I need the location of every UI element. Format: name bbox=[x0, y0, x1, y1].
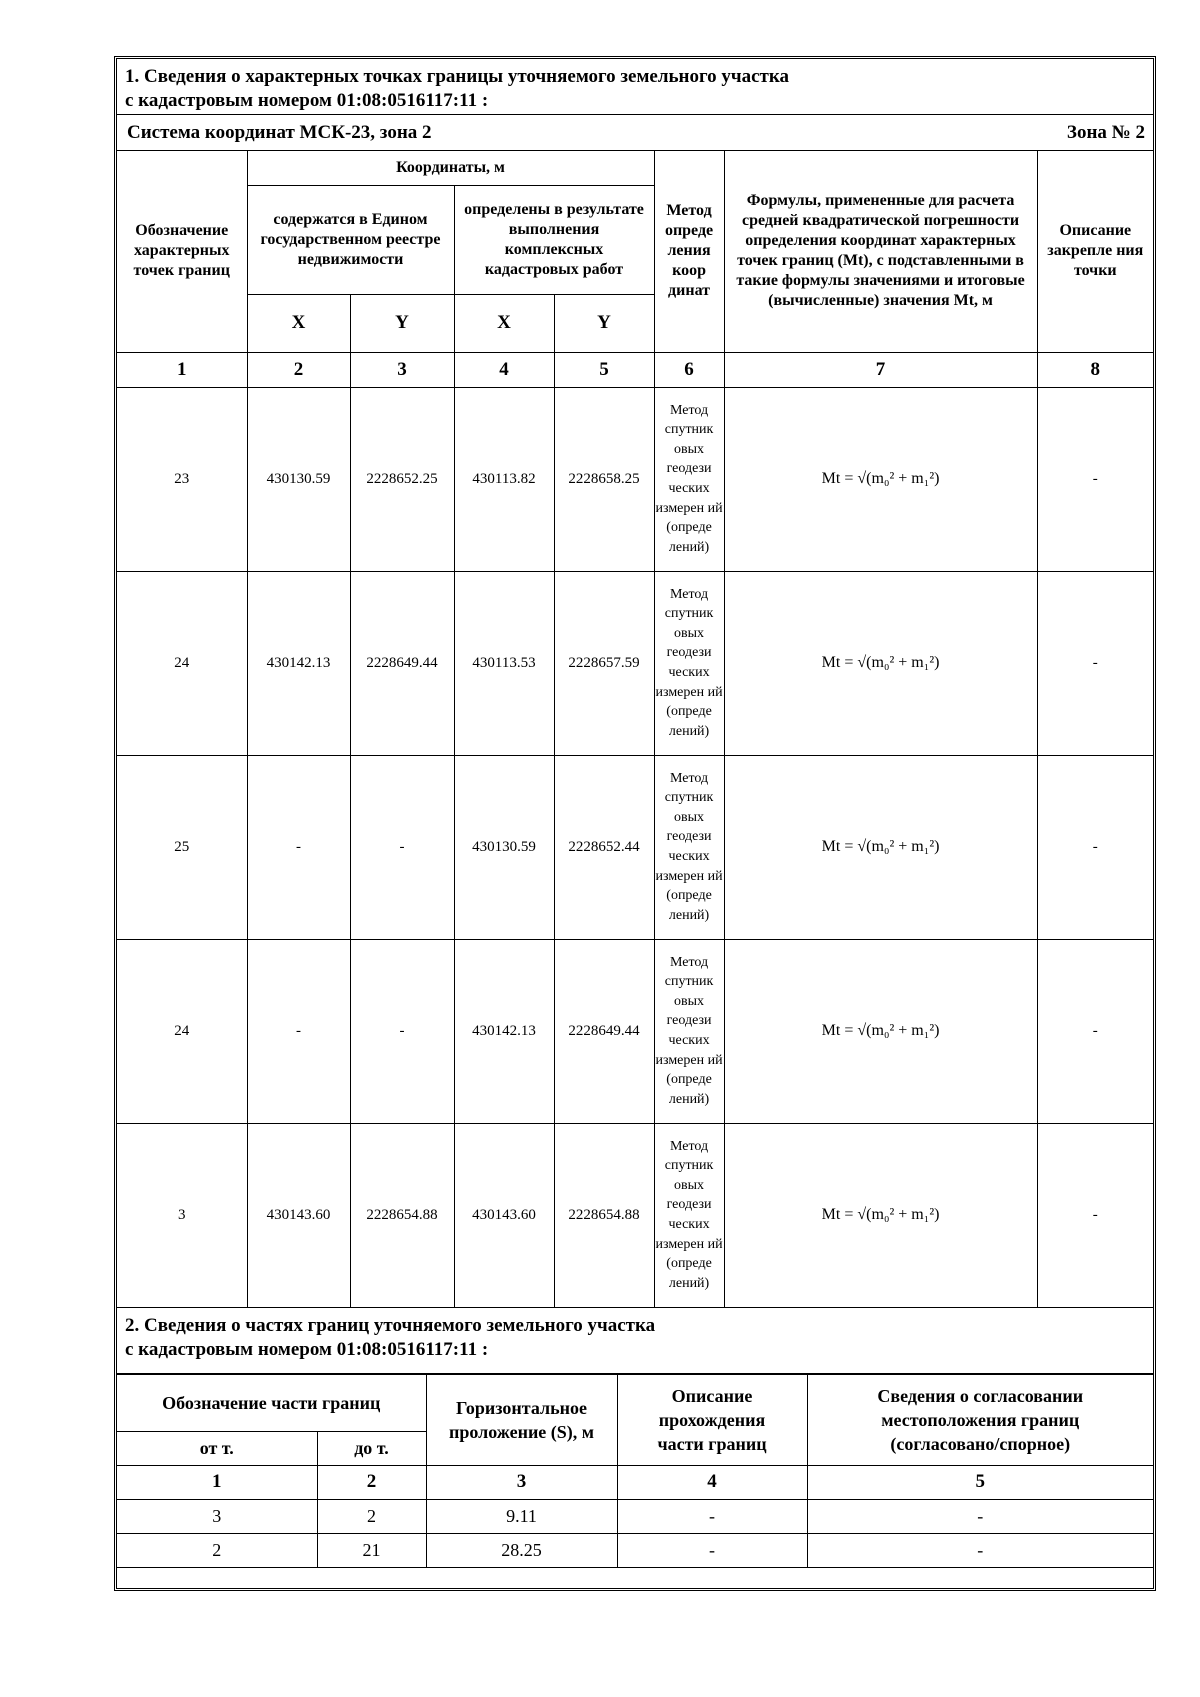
description-cell: - bbox=[1037, 939, 1153, 1123]
column-number: 4 bbox=[617, 1465, 807, 1499]
y-new: 2228654.88 bbox=[554, 1123, 654, 1307]
column-number: 6 bbox=[654, 352, 724, 387]
method-cell: Метод спутник овых геодези ческих измерен ий (опреде лений) bbox=[654, 571, 724, 755]
description-cell: - bbox=[1037, 755, 1153, 939]
header-horizontal: Горизонтальное проложение (S), м bbox=[426, 1374, 617, 1465]
x-new: 430142.13 bbox=[454, 939, 554, 1123]
header-point-designation: Обозначение характерных точек границ bbox=[117, 151, 247, 352]
header-y-new: Y bbox=[554, 294, 654, 352]
y-egrn: 2228654.88 bbox=[350, 1123, 454, 1307]
method-cell: Метод спутник овых геодези ческих измерен ий (опреде лений) bbox=[654, 1123, 724, 1307]
column-number: 5 bbox=[554, 352, 654, 387]
header-determined: определены в результате выполнения комплексных кадастровых работ bbox=[454, 185, 654, 294]
passage-cell: - bbox=[617, 1499, 807, 1533]
y-new: 2228652.44 bbox=[554, 755, 654, 939]
parts-table bbox=[117, 1374, 1153, 1568]
header-agreement: Сведения о согласовании местоположения границ (согласовано/спорное) bbox=[807, 1374, 1153, 1465]
y-egrn: 2228649.44 bbox=[350, 571, 454, 755]
horizontal-distance: 28.25 bbox=[426, 1533, 617, 1567]
column-number: 8 bbox=[1037, 352, 1153, 387]
header-from: от т. bbox=[117, 1431, 317, 1465]
passage-cell: - bbox=[617, 1533, 807, 1567]
header-passage: Описание прохождения части границ bbox=[617, 1374, 807, 1465]
document-frame bbox=[114, 56, 1156, 1591]
table-row bbox=[117, 1499, 1153, 1533]
x-egrn: 430142.13 bbox=[247, 571, 350, 755]
table-row bbox=[117, 387, 1153, 571]
section1-title-line1: 1. Сведения о характерных точках границы уточняемого земельного участка bbox=[125, 66, 790, 87]
description-cell: - bbox=[1037, 571, 1153, 755]
point-id: 24 bbox=[117, 939, 247, 1123]
column-number: 7 bbox=[724, 352, 1037, 387]
header-x-new: X bbox=[454, 294, 554, 352]
x-egrn: 430143.60 bbox=[247, 1123, 350, 1307]
horizontal-distance: 9.11 bbox=[426, 1499, 617, 1533]
method-cell: Метод спутник овых геодези ческих измерен ий (опреде лений) bbox=[654, 387, 724, 571]
to-point: 2 bbox=[317, 1499, 426, 1533]
description-cell: - bbox=[1037, 1123, 1153, 1307]
point-id: 23 bbox=[117, 387, 247, 571]
point-id: 3 bbox=[117, 1123, 247, 1307]
coord-system-label: Система координат МСК-23, зона 2 bbox=[127, 121, 432, 143]
header-method: Метод опреде ления коор динат bbox=[654, 151, 724, 352]
x-egrn: - bbox=[247, 939, 350, 1123]
zone-label: Зона № 2 bbox=[1066, 121, 1145, 143]
method-cell: Метод спутник овых геодези ческих измерен ий (опреде лений) bbox=[654, 755, 724, 939]
table-row bbox=[117, 755, 1153, 939]
agreement-cell: - bbox=[807, 1499, 1153, 1533]
column-number: 5 bbox=[807, 1465, 1153, 1499]
header-formulas: Формулы, примененные для расчета средней квадратической погрешности определения координат характерных точек границ (Mt), с подставленными в такие формулы значениями и итоговые (вычисленные) значения Mt, м bbox=[724, 151, 1037, 352]
column-number: 3 bbox=[350, 352, 454, 387]
section2-title-line2: с кадастровым номером 01:08:0516117:11 : bbox=[125, 1338, 489, 1360]
column-number: 2 bbox=[247, 352, 350, 387]
formula-cell: Mt = √(m₀² + m₁²) bbox=[724, 755, 1037, 939]
from-point: 2 bbox=[117, 1533, 317, 1567]
x-new: 430113.53 bbox=[454, 571, 554, 755]
y-new: 2228649.44 bbox=[554, 939, 654, 1123]
section1-title-line2: с кадастровым номером 01:08:0516117:11 : bbox=[125, 90, 489, 111]
y-new: 2228657.59 bbox=[554, 571, 654, 755]
agreement-cell: - bbox=[807, 1533, 1153, 1567]
table-row bbox=[117, 571, 1153, 755]
header-y-egrn: Y bbox=[350, 294, 454, 352]
x-new: 430143.60 bbox=[454, 1123, 554, 1307]
header-description: Описание закрепле ния точки bbox=[1037, 151, 1153, 352]
x-new: 430113.82 bbox=[454, 387, 554, 571]
header-coordinates: Координаты, м bbox=[247, 151, 654, 185]
to-point: 21 bbox=[317, 1533, 426, 1567]
formula-cell: Mt = √(m₀² + m₁²) bbox=[724, 939, 1037, 1123]
column-number: 3 bbox=[426, 1465, 617, 1499]
description-cell: - bbox=[1037, 387, 1153, 571]
method-cell: Метод спутник овых геодези ческих измерен ий (опреде лений) bbox=[654, 939, 724, 1123]
x-egrn: 430130.59 bbox=[247, 387, 350, 571]
table-row bbox=[117, 939, 1153, 1123]
y-egrn: - bbox=[350, 939, 454, 1123]
header-egrn: содержатся в Едином государственном реестре недвижимости bbox=[247, 185, 454, 294]
y-new: 2228658.25 bbox=[554, 387, 654, 571]
formula-cell: Mt = √(m₀² + m₁²) bbox=[724, 387, 1037, 571]
table-row bbox=[117, 1533, 1153, 1567]
header-part-designation: Обозначение части границ bbox=[117, 1374, 426, 1431]
point-id: 25 bbox=[117, 755, 247, 939]
x-egrn: - bbox=[247, 755, 350, 939]
section2-title-line1: 2. Сведения о частях границ уточняемого земельного участка bbox=[125, 1314, 656, 1336]
section1-title bbox=[117, 59, 1153, 115]
header-to: до т. bbox=[317, 1431, 426, 1465]
column-number: 1 bbox=[117, 1465, 317, 1499]
formula-cell: Mt = √(m₀² + m₁²) bbox=[724, 571, 1037, 755]
section2-title bbox=[117, 1308, 1153, 1374]
table-row bbox=[117, 1123, 1153, 1307]
column-number: 2 bbox=[317, 1465, 426, 1499]
x-new: 430130.59 bbox=[454, 755, 554, 939]
column-number: 4 bbox=[454, 352, 554, 387]
from-point: 3 bbox=[117, 1499, 317, 1533]
points-table bbox=[117, 151, 1153, 1308]
coord-system-row bbox=[117, 115, 1153, 151]
formula-cell: Mt = √(m₀² + m₁²) bbox=[724, 1123, 1037, 1307]
column-number: 1 bbox=[117, 352, 247, 387]
point-id: 24 bbox=[117, 571, 247, 755]
y-egrn: - bbox=[350, 755, 454, 939]
header-x-egrn: X bbox=[247, 294, 350, 352]
y-egrn: 2228652.25 bbox=[350, 387, 454, 571]
